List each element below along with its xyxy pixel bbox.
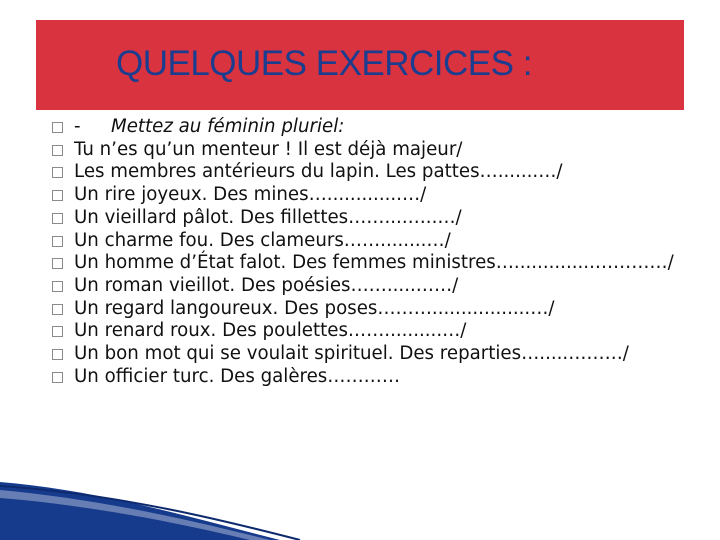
exercise-text: Un bon mot qui se voulait spirituel. Des reparties….....………/ (74, 343, 629, 365)
list-item (52, 298, 692, 321)
exercise-list (52, 116, 692, 388)
exercise-text: Un regard langoureux. Des poses……….................…/ (74, 297, 555, 319)
square-bullet-icon (52, 122, 63, 133)
exercise-text: Un officier turc. Des galères………… (74, 365, 401, 387)
square-bullet-icon (52, 167, 63, 178)
square-bullet-icon (52, 372, 63, 383)
list-item (52, 343, 692, 366)
exercise-text: Les membres antérieurs du lapin. Les pattes….......…/ (74, 161, 563, 183)
list-item (52, 320, 692, 343)
exercise-text: Un roman vieillot. Des poésies…….....……/ (74, 274, 459, 296)
square-bullet-icon (52, 326, 63, 337)
exercise-text: Un charme fou. Des clameurs……........…/ (74, 229, 451, 251)
square-bullet-icon (52, 213, 63, 224)
corner-swoosh-decoration (0, 430, 720, 540)
square-bullet-icon (52, 281, 63, 292)
slide-title: QUELQUES EXERCICES : (116, 44, 532, 83)
list-item-instruction (52, 116, 692, 139)
instruction-text: Mettez au féminin pluriel: (111, 116, 345, 137)
square-bullet-icon (52, 190, 63, 201)
list-item (52, 207, 692, 230)
exercise-text: Un homme d’État falot. Des femmes ministres…..............…………/ (74, 252, 674, 274)
exercise-text: Un renard roux. Des poulettes……..........…/ (74, 320, 467, 342)
square-bullet-icon (52, 145, 63, 156)
list-item (52, 184, 692, 207)
exercise-text: Un vieillard pâlot. Des fillettes……....…..…/ (74, 206, 462, 228)
list-item (52, 275, 692, 298)
square-bullet-icon (52, 349, 63, 360)
instruction-dash: - (74, 116, 81, 137)
square-bullet-icon (52, 304, 63, 315)
exercise-text: Tu n’es qu’un menteur ! Il est déjà majeur/ (74, 138, 463, 160)
exercise-text: Un rire joyeux. Des mines….............…/ (74, 184, 427, 206)
list-item (52, 230, 692, 253)
list-item (52, 252, 692, 275)
list-item (52, 366, 692, 389)
list-item (52, 139, 692, 162)
square-bullet-icon (52, 258, 63, 269)
square-bullet-icon (52, 236, 63, 247)
list-item (52, 161, 692, 184)
